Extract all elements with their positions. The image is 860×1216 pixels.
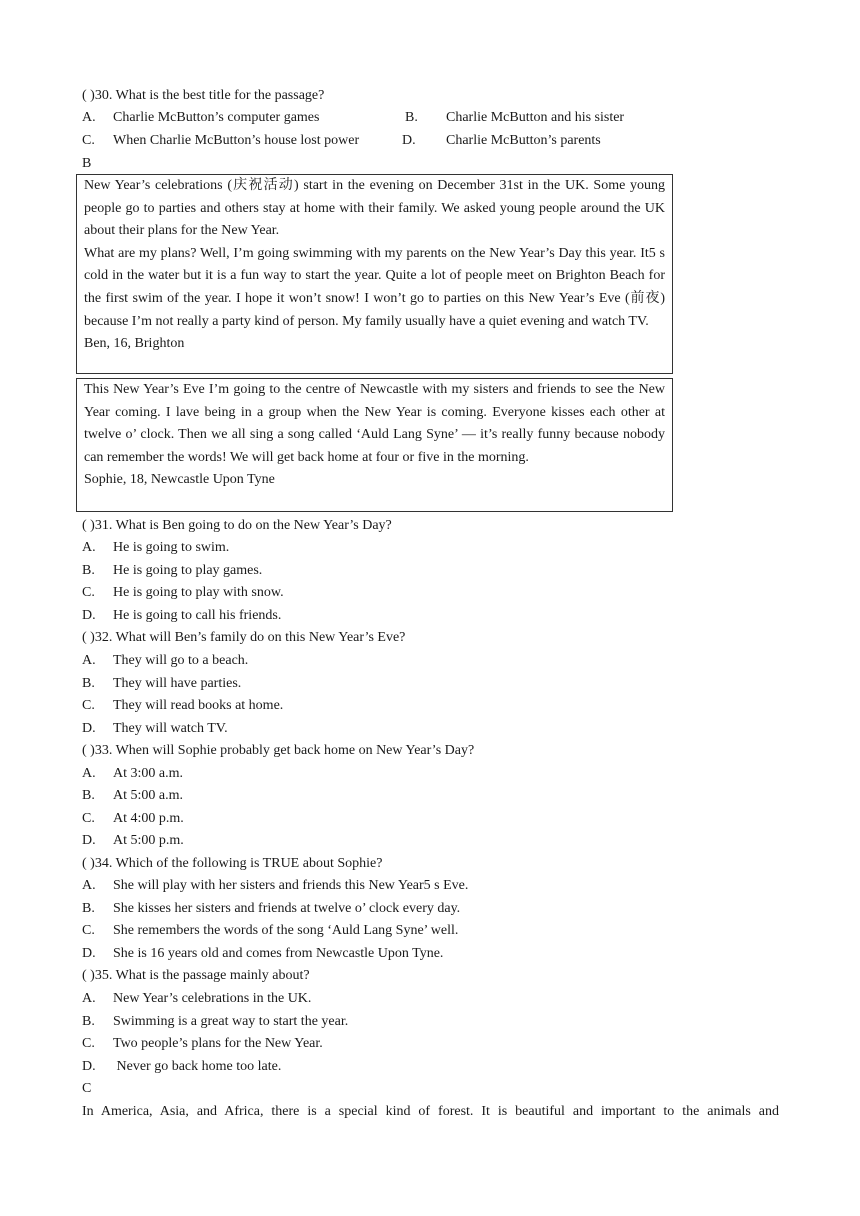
question-32-stem: ( )32. What will Ben’s family do on this New Year’s Eve? bbox=[82, 630, 406, 645]
option-letter: D. bbox=[82, 608, 96, 623]
option-letter: A. bbox=[82, 766, 96, 781]
passage-box-sophie bbox=[76, 378, 673, 512]
option-letter: D. bbox=[82, 833, 96, 848]
option-text: He is going to call his friends. bbox=[113, 608, 282, 623]
option-letter: A. bbox=[82, 653, 96, 668]
q30-option-c[interactable] bbox=[82, 131, 359, 151]
q34-option-c[interactable] bbox=[82, 921, 458, 941]
option-letter: D. bbox=[402, 133, 416, 148]
q33-option-b[interactable] bbox=[82, 786, 183, 806]
option-text: Swimming is a great way to start the year. bbox=[113, 1014, 349, 1029]
option-text: Charlie McButton and his sister bbox=[446, 110, 625, 125]
question-31-stem: ( )31. What is Ben going to do on the New Year’s Day? bbox=[82, 518, 392, 533]
q34-option-d[interactable] bbox=[82, 944, 443, 964]
option-letter: B. bbox=[82, 676, 95, 691]
option-text: At 5:00 p.m. bbox=[113, 833, 184, 848]
option-text: Charlie McButton’s computer games bbox=[113, 110, 320, 125]
option-text: They will read books at home. bbox=[113, 698, 284, 713]
option-letter: C. bbox=[82, 133, 95, 148]
question-33-stem: ( )33. When will Sophie probably get back home on New Year’s Day? bbox=[82, 743, 475, 758]
option-text: She will play with her sisters and friends this New Year5 s Eve. bbox=[113, 878, 469, 893]
q31-option-d[interactable] bbox=[82, 606, 281, 626]
option-letter: B. bbox=[82, 788, 95, 803]
q32-option-d[interactable] bbox=[82, 719, 228, 739]
option-letter: B. bbox=[82, 901, 95, 916]
question-34-stem: ( )34. Which of the following is TRUE about Sophie? bbox=[82, 856, 383, 871]
q33-option-c[interactable] bbox=[82, 809, 184, 829]
section-b-label: B bbox=[82, 156, 92, 171]
q31-option-b[interactable] bbox=[82, 561, 262, 581]
option-letter: A. bbox=[82, 878, 96, 893]
sophie-signature: Sophie, 18, Newcastle Upon Tyne bbox=[84, 472, 275, 488]
q35-option-a[interactable] bbox=[82, 989, 311, 1009]
q34-option-b[interactable] bbox=[82, 899, 460, 919]
option-text: She is 16 years old and comes from Newcastle Upon Tyne. bbox=[113, 946, 444, 961]
q33-option-d[interactable] bbox=[82, 831, 184, 851]
option-letter: C. bbox=[82, 811, 95, 826]
question-30-stem: ( )30. What is the best title for the passage? bbox=[82, 88, 325, 103]
option-letter: D. bbox=[82, 1059, 96, 1074]
q35-option-b[interactable] bbox=[82, 1012, 348, 1032]
option-letter: A. bbox=[82, 110, 96, 125]
option-letter: B. bbox=[405, 110, 418, 125]
option-text: New Year’s celebrations in the UK. bbox=[113, 991, 312, 1006]
q31-option-c[interactable] bbox=[82, 583, 284, 603]
passage-box-ben bbox=[76, 174, 673, 374]
q32-option-c[interactable] bbox=[82, 696, 283, 716]
option-text: They will go to a beach. bbox=[113, 653, 249, 668]
option-text: He is going to play with snow. bbox=[113, 585, 284, 600]
option-letter: A. bbox=[82, 991, 96, 1006]
option-text: She remembers the words of the song ‘Auld Lang Syne’ well. bbox=[113, 923, 459, 938]
option-letter: C. bbox=[82, 698, 95, 713]
option-text: Charlie McButton’s parents bbox=[446, 133, 601, 148]
ben-text: What are my plans? Well, I’m going swimming with my parents on the New Year’s Day this year. It5 s cold in the water but it is a fun way to start the year. Quite a lot of people meet on Brighton Beach for the first swim of the year. I hope it won’t snow! I won’t go to parties on this New Year’s Eve (前夜) because I’m not really a party kind of person. My family usually have a quiet evening and watch TV. bbox=[84, 245, 665, 329]
q32-option-b[interactable] bbox=[82, 674, 241, 694]
option-letter: B. bbox=[82, 563, 95, 578]
question-35-stem: ( )35. What is the passage mainly about? bbox=[82, 968, 310, 983]
option-text: Never go back home too late. bbox=[113, 1059, 282, 1074]
option-letter: C. bbox=[82, 585, 95, 600]
sophie-text: This New Year’s Eve I’m going to the centre of Newcastle with my sisters and friends to see the New Year coming. I lave being in a group when the New Year is coming. Everyone kisses each other at twelve o’ clock. Then we all sing a song called ‘Auld Lang Syne’ — it’s really funny because nobody can remember the words! We will get back home at four or five in the morning. bbox=[84, 382, 665, 465]
q32-option-a[interactable] bbox=[82, 651, 248, 671]
q30-option-d[interactable] bbox=[402, 131, 601, 151]
option-letter: C. bbox=[82, 923, 95, 938]
option-text: At 5:00 a.m. bbox=[113, 788, 183, 803]
passage-intro: New Year’s celebrations (庆祝活动) start in the evening on December 31st in the UK. Some young people go to parties and others stay at home with their family. We asked young people around the UK about their plans for the New Year. bbox=[84, 178, 665, 239]
q33-option-a[interactable] bbox=[82, 764, 183, 784]
option-letter: D. bbox=[82, 946, 96, 961]
q30-option-a[interactable] bbox=[82, 108, 319, 128]
section-c-label: C bbox=[82, 1081, 92, 1096]
q34-option-a[interactable] bbox=[82, 876, 468, 896]
option-text: She kisses her sisters and friends at twelve o’ clock every day. bbox=[113, 901, 461, 916]
option-text: He is going to play games. bbox=[113, 563, 263, 578]
option-text: At 3:00 a.m. bbox=[113, 766, 183, 781]
option-text: When Charlie McButton’s house lost power bbox=[113, 133, 360, 148]
option-text: He is going to swim. bbox=[113, 540, 230, 555]
option-letter: C. bbox=[82, 1036, 95, 1051]
option-letter: D. bbox=[82, 721, 96, 736]
option-text: Two people’s plans for the New Year. bbox=[113, 1036, 323, 1051]
ben-signature: Ben, 16, Brighton bbox=[84, 336, 185, 352]
q30-option-b[interactable] bbox=[405, 108, 624, 128]
q35-option-c[interactable] bbox=[82, 1034, 323, 1054]
passage-c-first-line: In America, Asia, and Africa, there is a special kind of forest. It is beautiful and important to the animals and bbox=[82, 1104, 779, 1119]
option-letter: B. bbox=[82, 1014, 95, 1029]
q35-option-d[interactable] bbox=[82, 1057, 281, 1077]
option-text: They will watch TV. bbox=[113, 721, 228, 736]
q31-option-a[interactable] bbox=[82, 538, 229, 558]
option-letter: A. bbox=[82, 540, 96, 555]
option-text: At 4:00 p.m. bbox=[113, 811, 184, 826]
option-text: They will have parties. bbox=[113, 676, 242, 691]
